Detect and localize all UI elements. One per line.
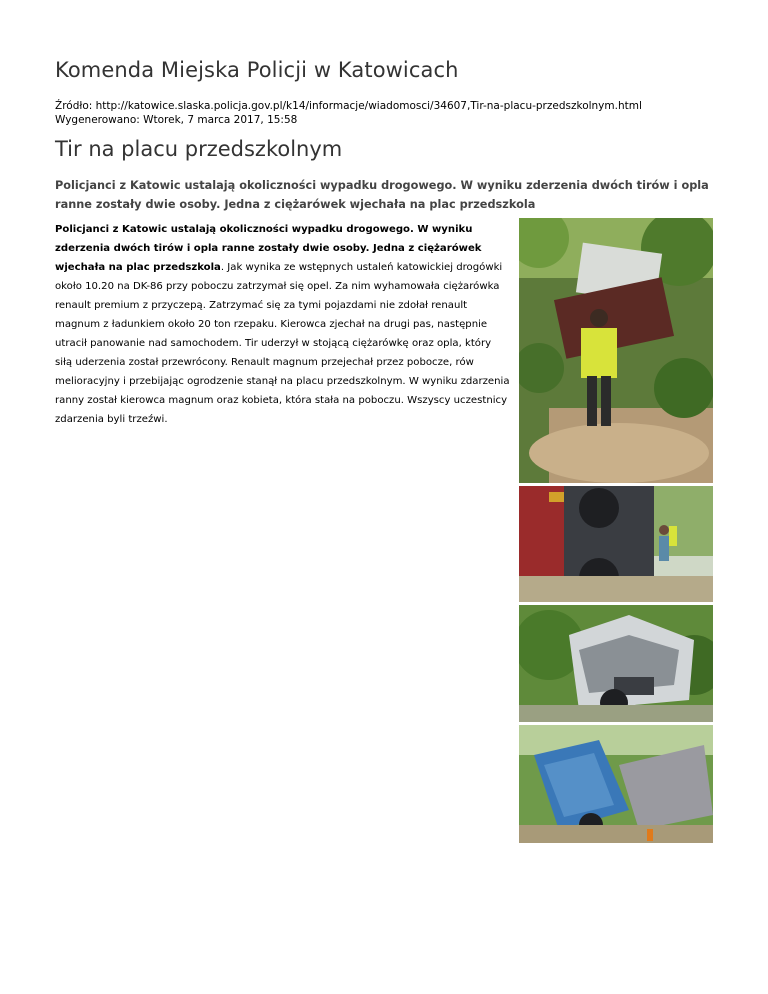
accident-photo-3 — [519, 605, 713, 722]
article-title: Tir na placu przedszkolnym — [55, 137, 343, 161]
source-url[interactable]: Źródło: http://katowice.slaska.policja.gov.pl/k14/informacje/wiadomosci/34607,Tir-na-placu-przedszkolnym.html — [55, 100, 642, 112]
site-title: Komenda Miejska Policji w Katowicach — [55, 58, 459, 82]
document-meta — [55, 99, 642, 127]
accident-photo-2 — [519, 486, 713, 602]
accident-photo-4 — [519, 725, 713, 843]
article-body — [55, 220, 510, 429]
article-body-rest: . Jak wynika ze wstępnych ustaleń katowickiej drogówki około 10.20 na DK-86 przy poboczu zatrzymał się opel. Za nim wyhamowała ciężarówka renault premium z przyczepą. Zatrzymać się za tymi pojazdami nie zdołał renault magnum z ładunkiem około 20 ton rzepaku. Kierowca zjechał na drugi pas, następnie utracił panowanie nad samochodem. Tir uderzył w stojącą ciężarówkę oraz opla, który siłą uderzenia został przewrócony. Renault magnum przejechał przez pobocze, rów melioracyjny i przebijając ogrodzenie stanął na placu przedszkolnym. W wyniku zdarzenia ranny został kierowca magnum oraz kobieta, która stała na poboczu. Wszyscy uczestnicy zdarzenia byli trzeźwi. — [55, 262, 510, 425]
article-lead: Policjanci z Katowic ustalają okoliczności wypadku drogowego. W wyniku zderzenia dwóch tirów i opla ranne zostały dwie osoby. Jedna z ciężarówek wjechała na plac przedszkola — [55, 179, 709, 211]
article-body-bold: Policjanci z Katowic ustalają okoliczności wypadku drogowego. W wyniku zderzenia dwóch tirów i opla ranne zostały dwie osoby. Jedna z ciężarówek wjechała na plac przedszkola — [55, 224, 482, 273]
accident-photo-1 — [519, 218, 713, 483]
generated-date: Wygenerowano: Wtorek, 7 marca 2017, 15:58 — [55, 114, 298, 126]
